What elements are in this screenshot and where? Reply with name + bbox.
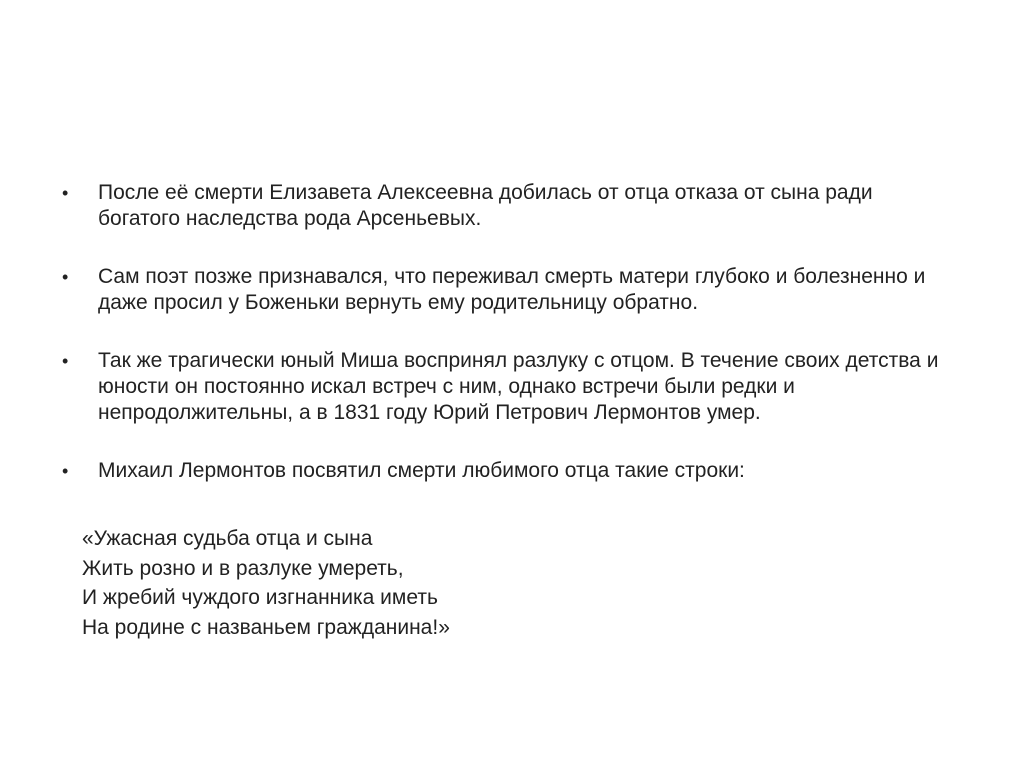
bullet-text: После её смерти Елизавета Алексеевна добилась от отца отказа от сына ради богатого наследства рода Арсеньевых. (98, 181, 873, 230)
poem-quote (82, 524, 882, 642)
poem-line: Жить розно и в разлуке умереть, (82, 556, 404, 580)
bullet-list (60, 180, 960, 484)
bullet-item (60, 264, 960, 316)
bullet-dot-icon: • (62, 461, 69, 481)
bullet-item (60, 180, 960, 232)
bullet-text: Михаил Лермонтов посвятил смерти любимого отца такие строки: (98, 459, 745, 482)
bullet-dot-icon: • (62, 183, 69, 203)
bullet-dot-icon: • (62, 351, 69, 371)
bullet-item (60, 458, 960, 484)
poem-line: И жребий чуждого изгнанника иметь (82, 586, 438, 609)
poem-line: На родине с названьем гражданина!» (82, 615, 450, 639)
bullet-text: Сам поэт позже признавался, что переживал смерть матери глубоко и болезненно и даже просил у Боженьки вернуть ему родительницу обратно. (98, 265, 926, 314)
bullet-item (60, 348, 960, 426)
bullet-dot-icon: • (62, 267, 69, 287)
bullet-text: Так же трагически юный Миша воспринял разлуку с отцом. В течение своих детства и юности он постоянно искал встреч с ним, однако встречи были редки и непродолжительны, а в 1831 году Юрий Петрович Лермонтов умер. (98, 349, 939, 424)
poem-line: «Ужасная судьба отца и сына (82, 527, 373, 550)
